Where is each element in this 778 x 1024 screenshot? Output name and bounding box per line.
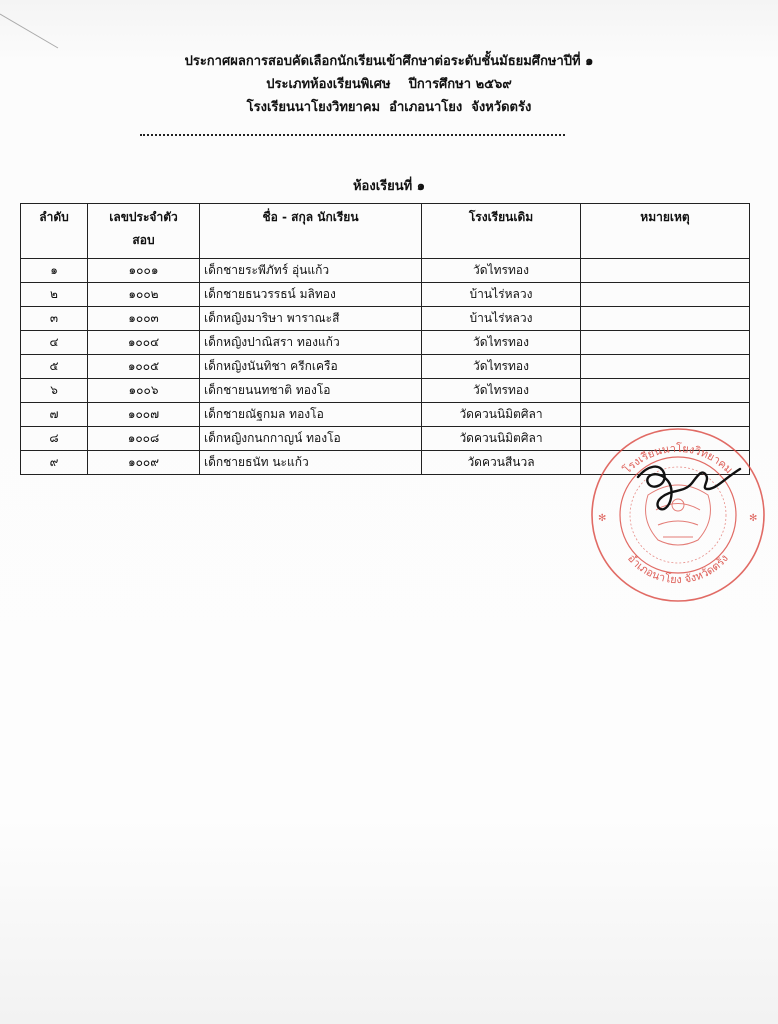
table-row: [21, 259, 750, 283]
table-row: [21, 283, 750, 307]
cell-exam-id: ๑๐๐๔: [88, 331, 200, 355]
cell-no: ๕: [21, 355, 88, 379]
cell-previous-school: วัดไทรทอง: [422, 355, 581, 379]
table-row: [21, 355, 750, 379]
header-title: ประกาศผลการสอบคัดเลือกนักเรียนเข้าศึกษาต่อระดับชั้นมัธยมศึกษาปีที่ ๑: [184, 54, 594, 69]
cell-no: ๑: [21, 259, 88, 283]
cell-previous-school: วัดควนสีนวล: [422, 451, 581, 475]
cell-no: ๒: [21, 283, 88, 307]
svg-text:✻: ✻: [598, 513, 607, 524]
cell-student-name: เด็กชายณัฐกมล ทองโอ: [200, 403, 422, 427]
cell-student-name: เด็กชายธนัท นะแก้ว: [200, 451, 422, 475]
cell-exam-id: ๑๐๐๗: [88, 403, 200, 427]
table-row: [21, 403, 750, 427]
cell-previous-school: วัดควนนิมิตศิลา: [422, 427, 581, 451]
paper-fold-line: [0, 0, 60, 50]
header-school: โรงเรียนเดิม: [422, 204, 581, 259]
cell-note: [581, 331, 750, 355]
cell-exam-id: ๑๐๐๖: [88, 379, 200, 403]
cell-no: ๙: [21, 451, 88, 475]
table-header-row: [21, 204, 750, 259]
header-name: ชื่อ - สกุล นักเรียน: [200, 204, 422, 259]
svg-text:โรงเรียนนาโยงวิทยาคม: โรงเรียนนาโยงวิทยาคม: [620, 441, 736, 477]
cell-previous-school: บ้านไร่หลวง: [422, 307, 581, 331]
cell-student-name: เด็กหญิงปาณิสรา ทองแก้ว: [200, 331, 422, 355]
header-school-location: โรงเรียนนาโยงวิทยาคม อำเภอนาโยง จังหวัดตรัง: [246, 100, 532, 115]
header-exam-id-line1: เลขประจำตัว: [109, 210, 178, 224]
cell-student-name: เด็กชายระพีภัทร์ อุ่นแก้ว: [200, 259, 422, 283]
cell-student-name: เด็กหญิงมาริษา พาราณะสี: [200, 307, 422, 331]
cell-exam-id: ๑๐๐๘: [88, 427, 200, 451]
table-row: [21, 307, 750, 331]
room-title: ห้องเรียนที่ ๑: [352, 179, 425, 194]
cell-no: ๖: [21, 379, 88, 403]
cell-exam-id: ๑๐๐๒: [88, 283, 200, 307]
table-row: [21, 379, 750, 403]
header-note: หมายเหตุ: [581, 204, 750, 259]
school-seal-stamp: [588, 425, 768, 605]
cell-no: ๗: [21, 403, 88, 427]
table-row: [21, 331, 750, 355]
dotted-divider: [140, 134, 565, 136]
cell-exam-id: ๑๐๐๑: [88, 259, 200, 283]
cell-previous-school: บ้านไร่หลวง: [422, 283, 581, 307]
svg-text:✻: ✻: [749, 513, 758, 524]
cell-exam-id: ๑๐๐๙: [88, 451, 200, 475]
cell-no: ๓: [21, 307, 88, 331]
cell-note: [581, 355, 750, 379]
header-exam-id-line2: สอบ: [132, 233, 155, 247]
cell-previous-school: วัดควนนิมิตศิลา: [422, 403, 581, 427]
cell-note: [581, 283, 750, 307]
cell-exam-id: ๑๐๐๕: [88, 355, 200, 379]
svg-text:อำเภอนาโยง จังหวัดตรัง: อำเภอนาโยง จังหวัดตรัง: [625, 551, 731, 587]
cell-student-name: เด็กหญิงกนกกาญน์ ทองโอ: [200, 427, 422, 451]
cell-exam-id: ๑๐๐๓: [88, 307, 200, 331]
cell-previous-school: วัดไทรทอง: [422, 379, 581, 403]
cell-no: ๔: [21, 331, 88, 355]
cell-student-name: เด็กชายนนทชาติ ทองโอ: [200, 379, 422, 403]
cell-no: ๘: [21, 427, 88, 451]
cell-note: [581, 259, 750, 283]
header-exam-id: [88, 204, 200, 259]
announcement-header: [0, 50, 778, 119]
header-class-type-year: ประเภทห้องเรียนพิเศษ ปีการศึกษา ๒๕๖๙: [266, 77, 512, 92]
cell-note: [581, 403, 750, 427]
cell-student-name: เด็กชายธนวรรธน์ มลิทอง: [200, 283, 422, 307]
cell-note: [581, 307, 750, 331]
header-no: ลำดับ: [21, 204, 88, 259]
cell-note: [581, 379, 750, 403]
cell-previous-school: วัดไทรทอง: [422, 331, 581, 355]
cell-student-name: เด็กหญิงนันทิชา ครีกเครือ: [200, 355, 422, 379]
cell-previous-school: วัดไทรทอง: [422, 259, 581, 283]
